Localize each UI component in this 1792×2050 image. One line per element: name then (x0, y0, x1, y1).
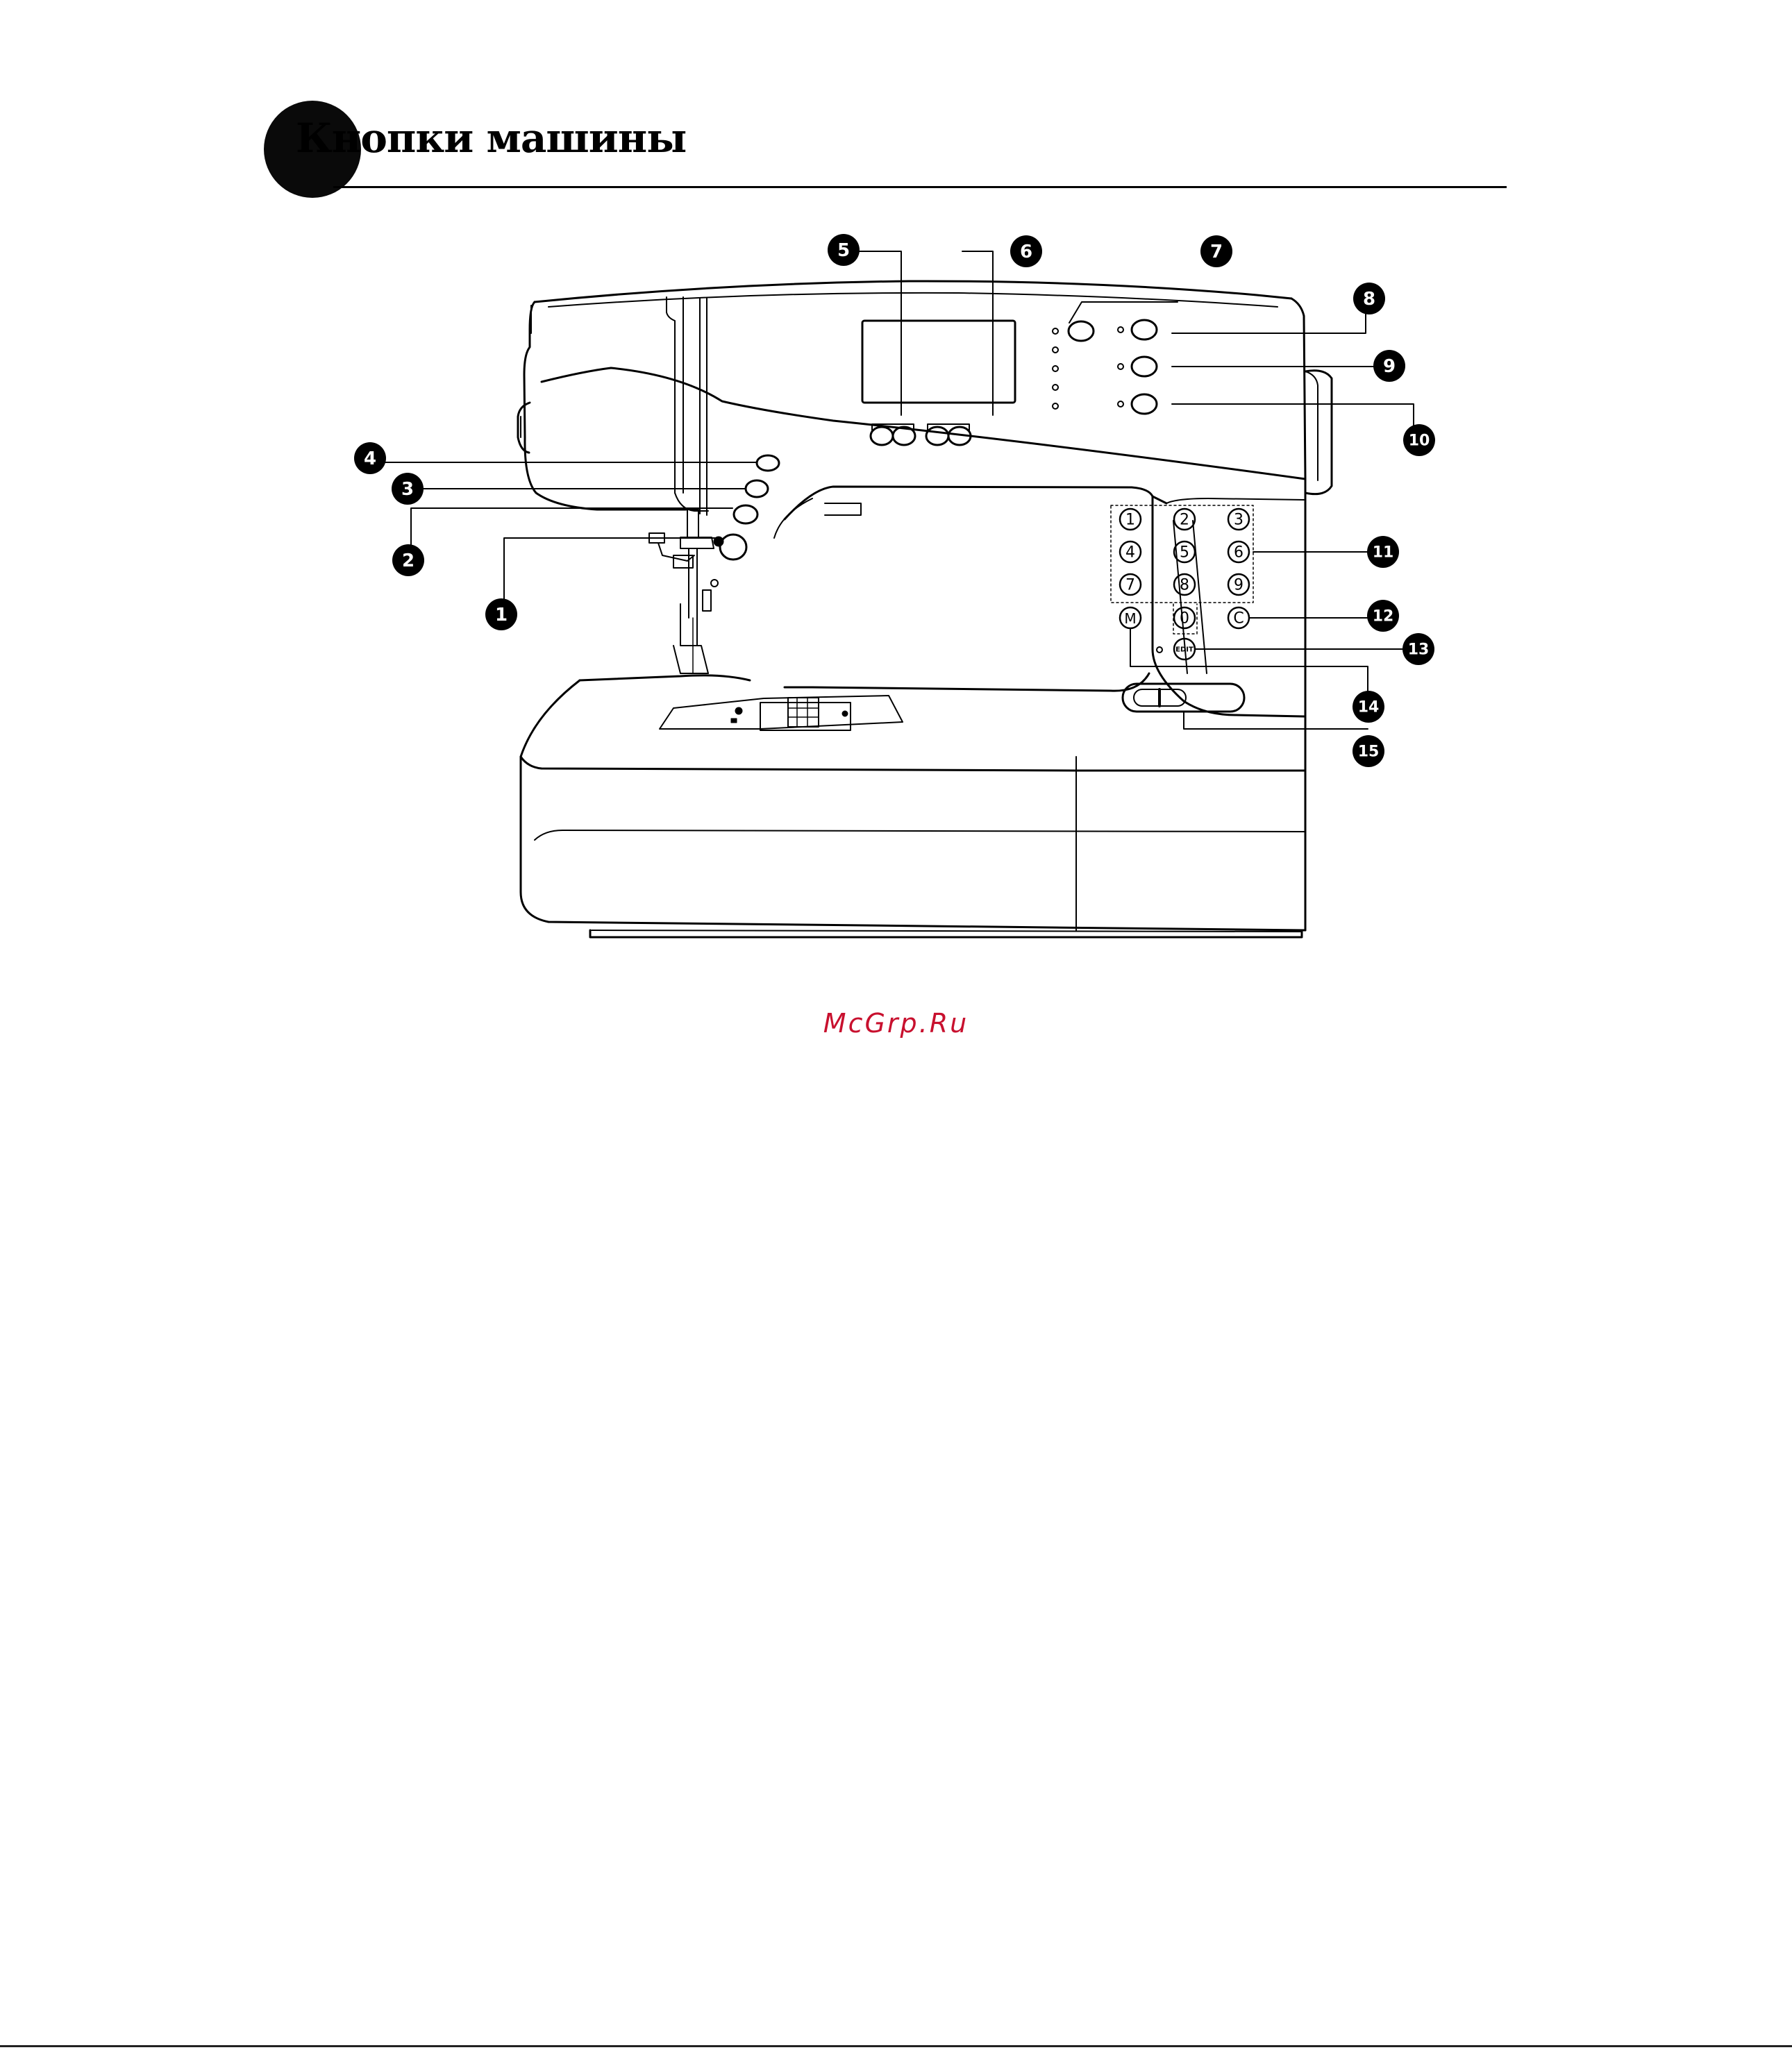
sewing-machine-diagram (333, 229, 1514, 951)
svg-text:M: M (1124, 610, 1137, 627)
keypad-key-5[interactable] (1174, 541, 1195, 562)
svg-text:EDIT: EDIT (1175, 646, 1194, 654)
svg-text:12: 12 (1372, 607, 1394, 625)
svg-text:0: 0 (1180, 610, 1189, 628)
callout-8 (1353, 283, 1385, 314)
leader-lines (367, 251, 1414, 729)
bottom-rule (0, 2045, 1792, 2047)
svg-text:4: 4 (363, 448, 377, 469)
svg-text:7: 7 (1125, 576, 1135, 594)
callout-11 (1367, 536, 1399, 568)
callout-7 (1200, 235, 1232, 267)
svg-text:7: 7 (1209, 242, 1223, 262)
callout-12 (1367, 600, 1399, 632)
svg-text:2: 2 (1180, 511, 1189, 529)
svg-text:2: 2 (401, 551, 415, 571)
svg-text:8: 8 (1180, 576, 1189, 594)
page-title: Кнопки машины (296, 115, 687, 162)
right-panel-buttons[interactable] (1069, 320, 1157, 414)
keypad-key-9[interactable] (1228, 574, 1249, 595)
svg-text:5: 5 (1180, 544, 1189, 562)
svg-text:9: 9 (1382, 356, 1396, 377)
memory-key[interactable] (1120, 607, 1141, 628)
callout-13 (1402, 633, 1434, 665)
keypad-key-0[interactable] (1174, 607, 1195, 628)
svg-text:1: 1 (1125, 511, 1135, 529)
callout-2 (392, 544, 424, 576)
needle-assembly (649, 297, 723, 673)
callout-10 (1403, 424, 1435, 456)
keypad-key-6[interactable] (1228, 541, 1249, 562)
svg-text:14: 14 (1357, 698, 1380, 716)
svg-text:10: 10 (1408, 432, 1430, 450)
callout-4 (354, 442, 386, 474)
svg-text:13: 13 (1407, 641, 1430, 659)
keypad-key-4[interactable] (1120, 541, 1141, 562)
keypad-key-8[interactable] (1174, 574, 1195, 595)
button-5-right[interactable] (893, 427, 915, 445)
button-6-left[interactable] (926, 427, 948, 445)
callout-5 (828, 234, 860, 266)
callout-9 (1373, 350, 1405, 382)
speed-slider[interactable] (1123, 684, 1244, 712)
button-7[interactable] (1069, 321, 1094, 341)
callout-15 (1353, 735, 1384, 767)
svg-text:6: 6 (1234, 544, 1243, 562)
section-title (264, 101, 1507, 198)
svg-text:1: 1 (494, 605, 508, 625)
button-3[interactable] (746, 480, 768, 497)
svg-text:3: 3 (1234, 511, 1243, 529)
svg-text:8: 8 (1362, 289, 1376, 310)
callout-1 (485, 598, 517, 630)
svg-text:15: 15 (1357, 743, 1380, 761)
callout-14 (1353, 691, 1384, 723)
keypad-key-2[interactable] (1174, 509, 1195, 530)
svg-text:9: 9 (1234, 576, 1243, 594)
edit-led (1157, 647, 1162, 653)
svg-text:11: 11 (1372, 544, 1394, 562)
callout-3 (392, 473, 424, 505)
svg-text:6: 6 (1019, 242, 1033, 262)
keypad-key-3[interactable] (1228, 509, 1249, 530)
button-5-left[interactable] (871, 427, 893, 445)
keypad-key-7[interactable] (1120, 574, 1141, 595)
svg-text:C: C (1233, 610, 1244, 628)
svg-text:3: 3 (401, 479, 414, 500)
button-4[interactable] (757, 455, 779, 471)
clear-key[interactable] (1228, 607, 1249, 628)
button-8[interactable] (1132, 320, 1157, 339)
button-10[interactable] (1132, 394, 1157, 414)
button-1[interactable] (720, 535, 746, 560)
keypad-key-1[interactable] (1120, 509, 1141, 530)
title-underline (333, 186, 1507, 188)
button-9[interactable] (1132, 357, 1157, 376)
svg-text:5: 5 (837, 240, 851, 261)
watermark: McGrp.Ru (823, 1008, 969, 1039)
machine-body (518, 281, 1332, 937)
callout-6 (1010, 235, 1042, 267)
button-2[interactable] (734, 505, 757, 523)
svg-text:4: 4 (1125, 544, 1135, 562)
